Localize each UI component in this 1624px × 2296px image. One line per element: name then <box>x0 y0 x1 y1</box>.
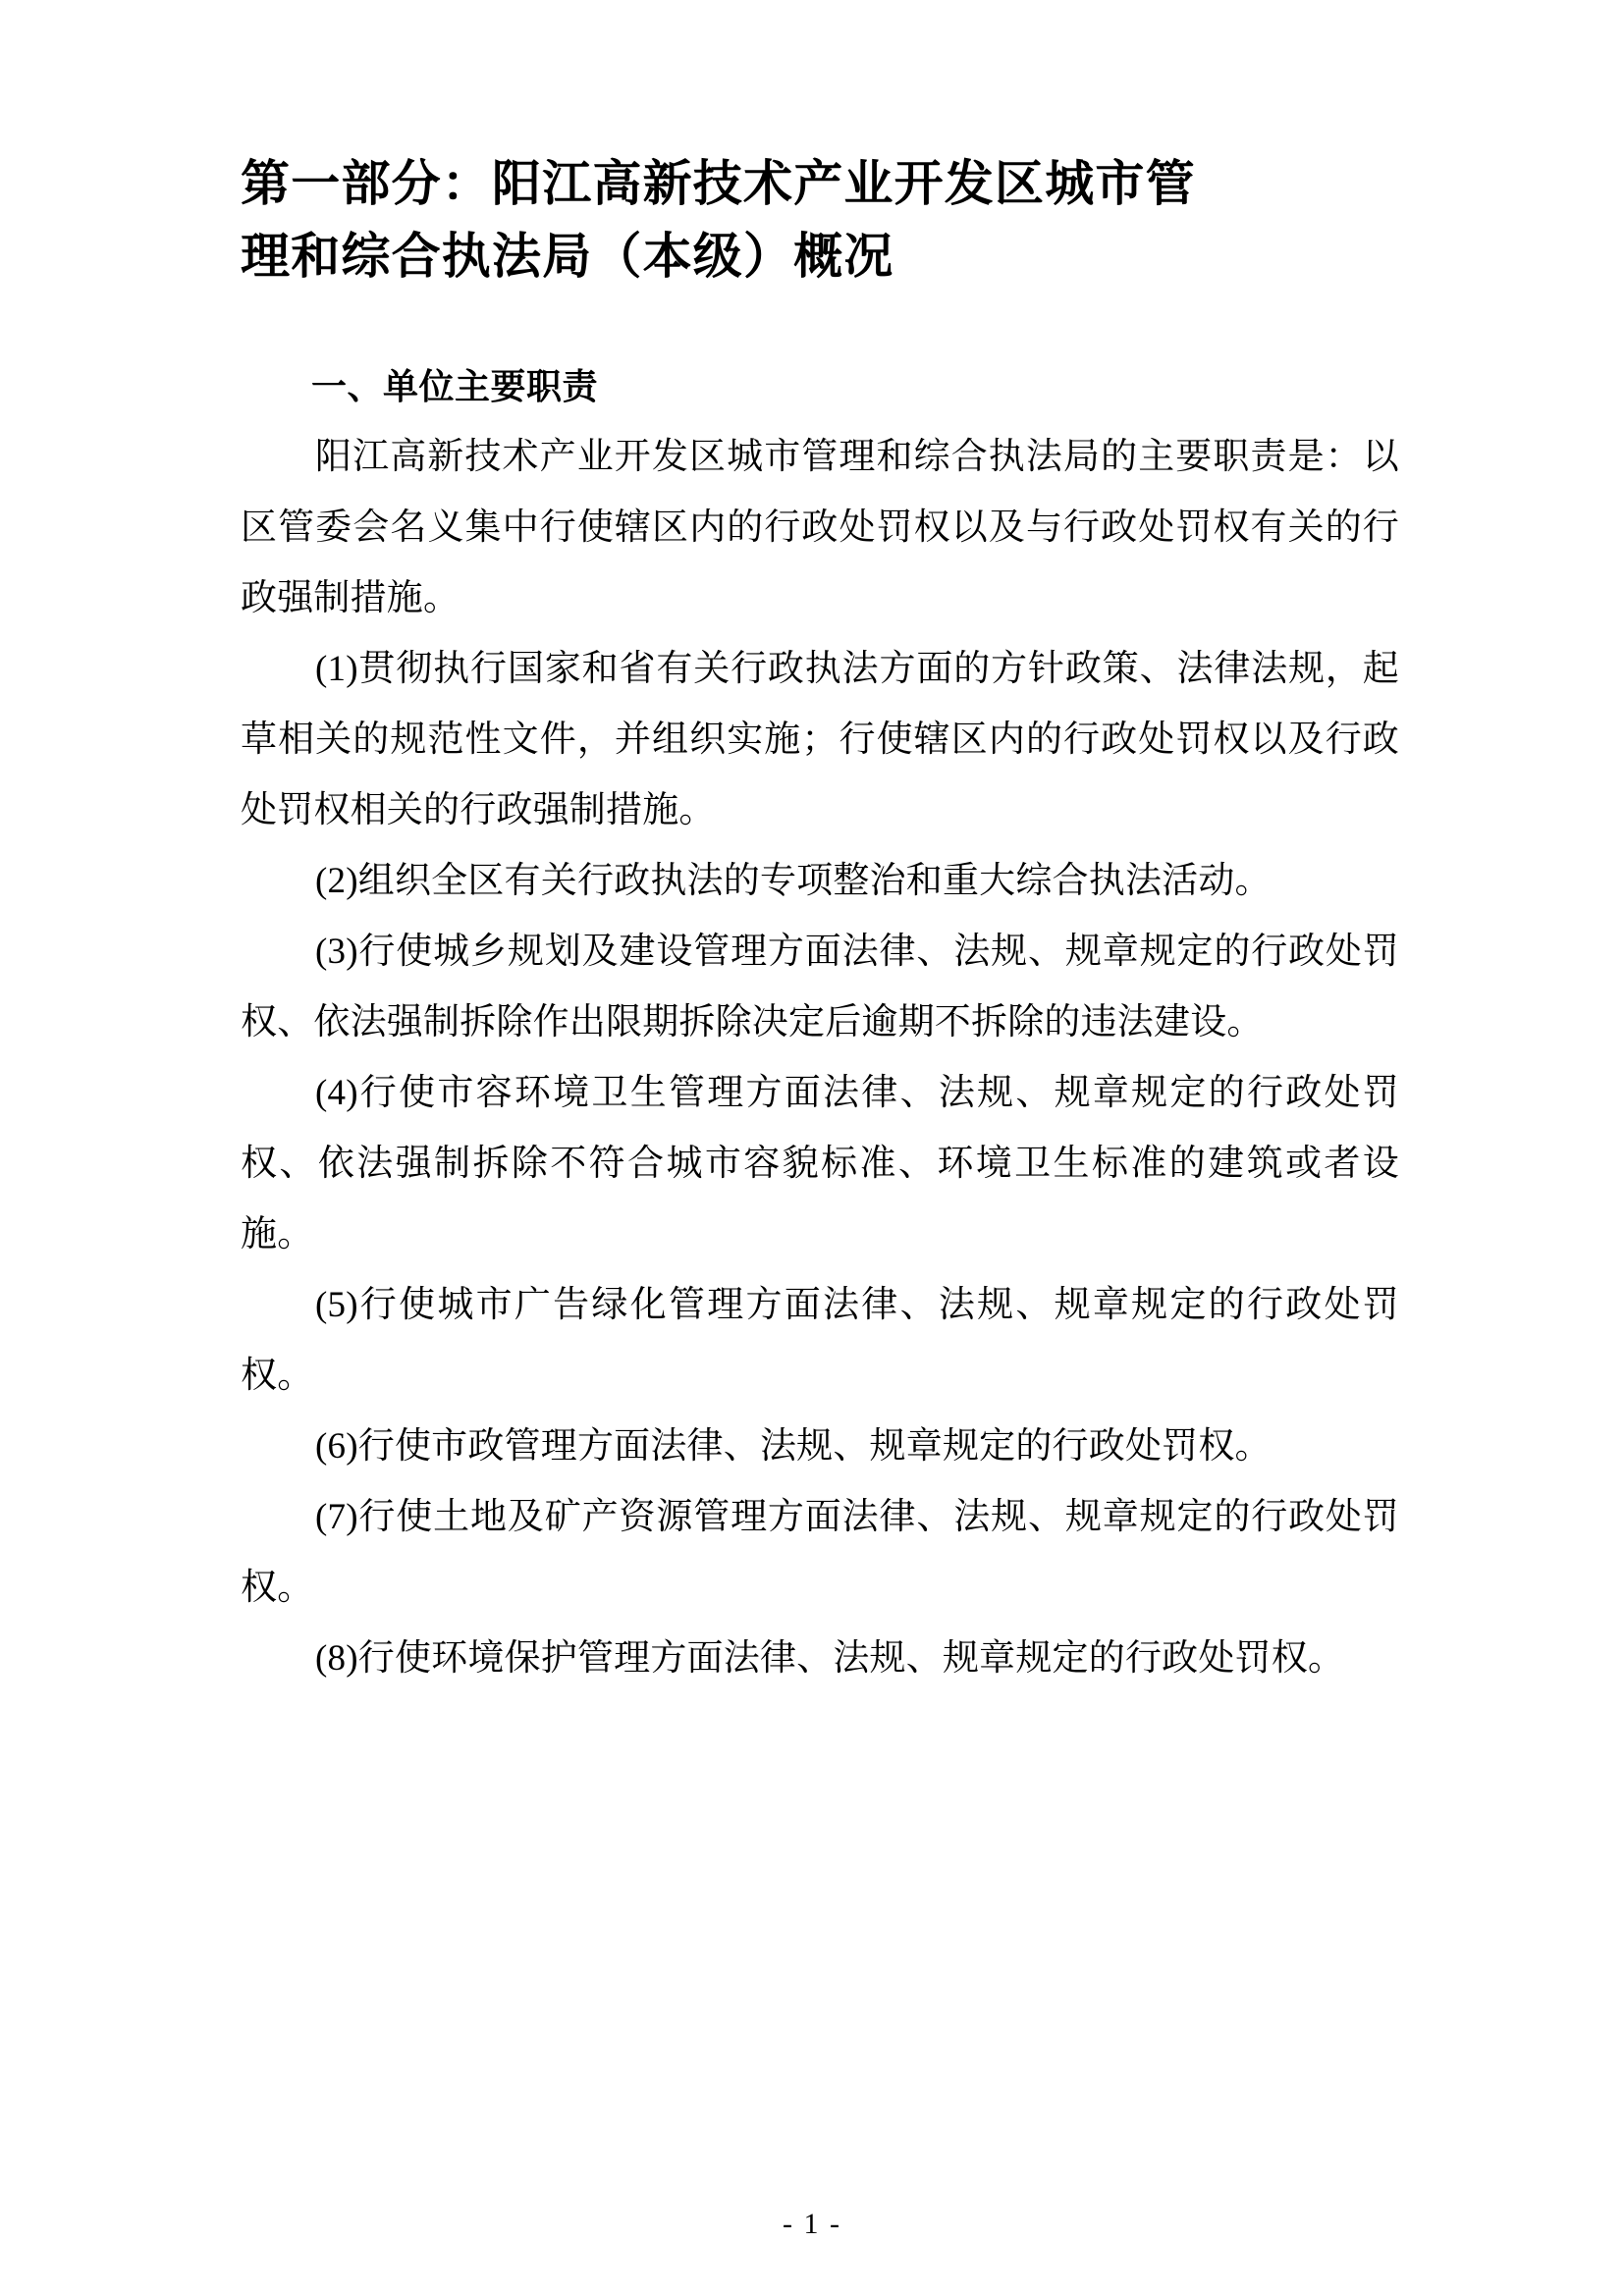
section-heading-duties: 一、单位主要职责 <box>311 367 599 407</box>
paragraph-duty-1: (1)贯彻执行国家和省有关行政执法方面的方针政策、法律法规，起草相关的规范性文件，并组织实施；行使辖区内的行政处罚权以及行政处罚权相关的行政强制措施。 <box>241 649 1399 830</box>
paragraph-duty-3: (3)行使城乡规划及建设管理方面法律、法规、规章规定的行政处罚权、依法强制拆除作出限期拆除决定后逾期不拆除的违法建设。 <box>241 932 1399 1042</box>
paragraph-duty-5: (5)行使城市广告绿化管理方面法律、法规、规章规定的行政处罚权。 <box>241 1285 1399 1396</box>
page-footer <box>0 2205 1624 2244</box>
page-content <box>241 147 1399 1694</box>
paragraph-duty-2: (2)组织全区有关行政执法的专项整治和重大综合执法活动。 <box>315 861 1272 901</box>
paragraph-duty-4: (4)行使市容环境卫生管理方面法律、法规、规章规定的行政处罚权、依法强制拆除不符合城市容貌标准、环境卫生标准的建筑或者设施。 <box>241 1073 1399 1255</box>
paragraph-duty-7: (7)行使土地及矿产资源管理方面法律、法规、规章规定的行政处罚权。 <box>241 1497 1399 1608</box>
paragraph-duty-8: (8)行使环境保护管理方面法律、法规、规章规定的行政处罚权。 <box>315 1638 1345 1679</box>
page-number: - 1 - <box>783 2208 841 2240</box>
page-title <box>241 147 1399 293</box>
paragraph-intro: 阳江高新技术产业开发区城市管理和综合执法局的主要职责是：以区管委会名义集中行使辖区内的行政处罚权以及与行政处罚权有关的行政强制措施。 <box>241 437 1399 618</box>
page-title-line-2: 理和综合执法局（本级）概况 <box>241 228 894 285</box>
page-title-line-1: 第一部分：阳江高新技术产业开发区城市管 <box>241 155 1196 212</box>
paragraph-duty-6: (6)行使市政管理方面法律、法规、规章规定的行政处罚权。 <box>315 1426 1272 1467</box>
